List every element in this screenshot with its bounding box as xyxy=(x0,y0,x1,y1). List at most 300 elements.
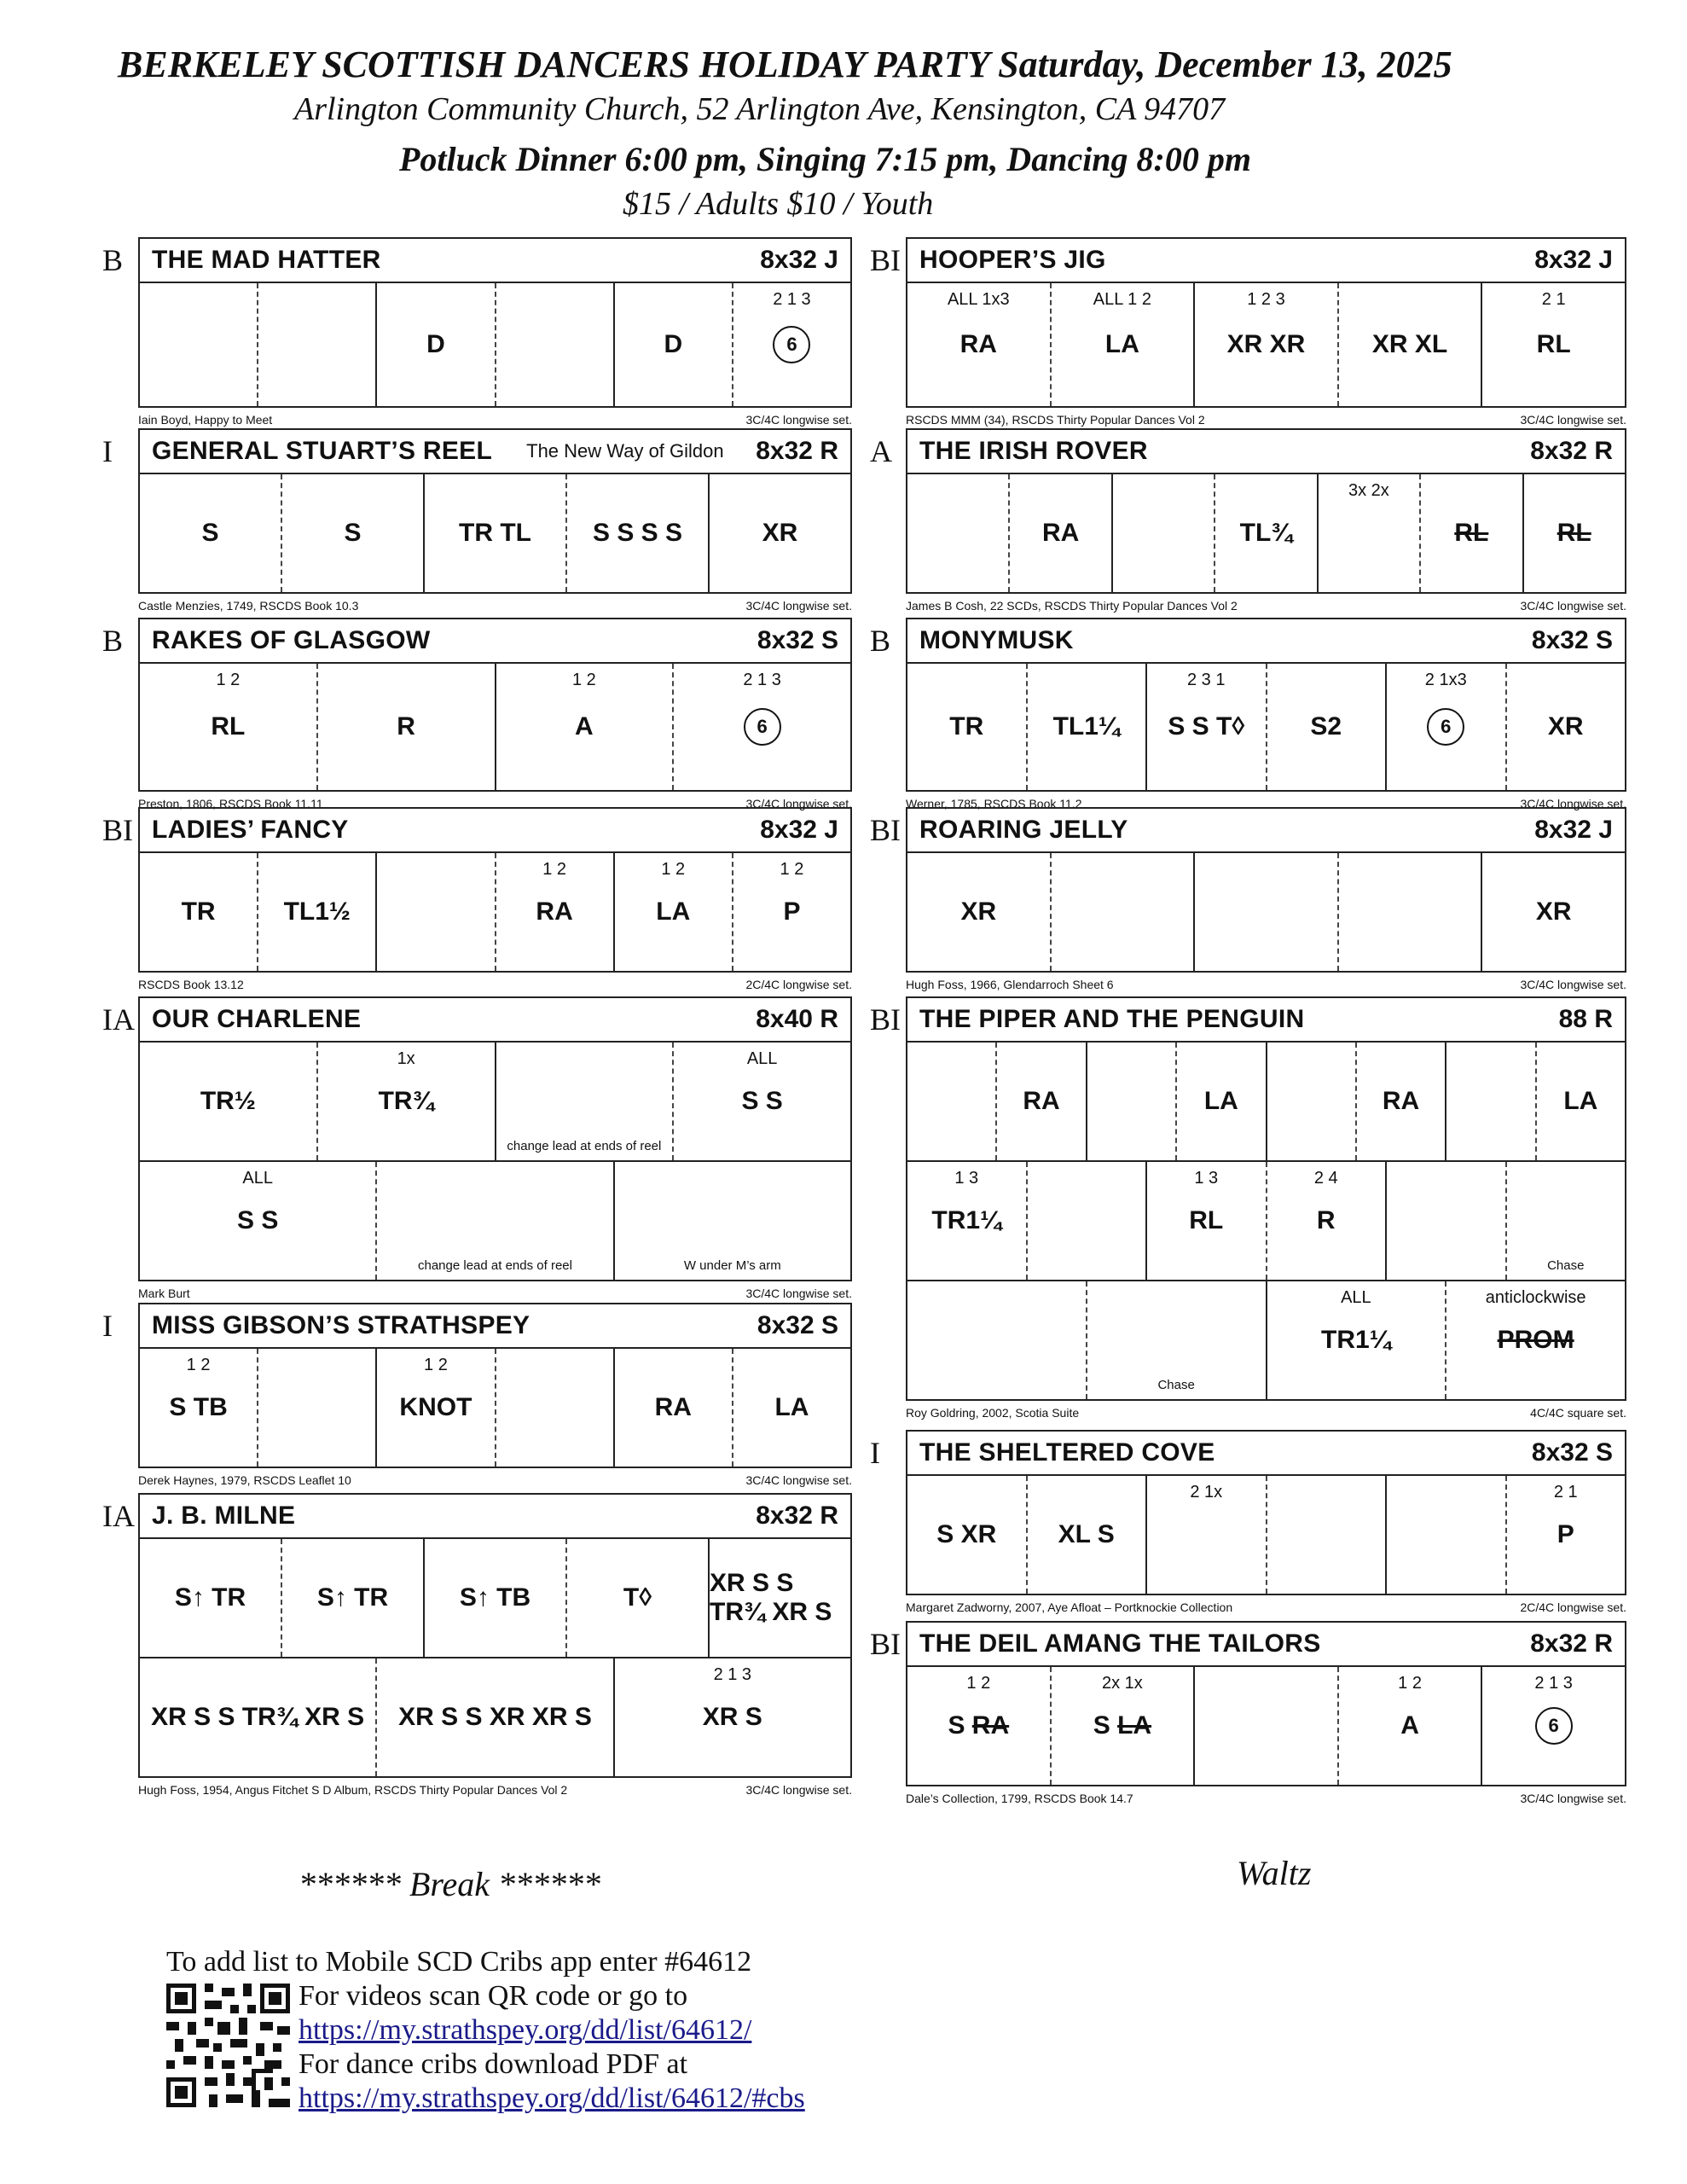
dance-source: James B Cosh, 22 SCDs, RSCDS Thirty Popular Dances Vol 2 xyxy=(906,599,1238,613)
dance-bar-cell xyxy=(733,1349,850,1467)
cell-figure: XR S S TR¾ XR S xyxy=(151,1703,365,1731)
dance-bar-cell xyxy=(377,853,496,971)
cell-figure: S2 xyxy=(1310,712,1342,741)
dance-set-type: 2C/4C longwise set. xyxy=(1520,1600,1626,1614)
event-location: Arlington Community Church, 52 Arlington Ave, Kensington, CA 94707 xyxy=(294,91,1226,127)
dance-bar-cell xyxy=(907,283,1052,406)
cell-figure: RA xyxy=(1382,1087,1420,1115)
cell-top-note: 2x 1x xyxy=(1101,1674,1143,1693)
dance-source: RSCDS Book 13.12 xyxy=(138,978,244,991)
dance-form: 8x32 R xyxy=(1530,1629,1613,1658)
dance-bar-cell xyxy=(907,664,1028,790)
event-schedule: Potluck Dinner 6:00 pm, Singing 7:15 pm, Dancing 8:00 pm xyxy=(399,140,1251,178)
dance-bar-cell xyxy=(615,853,733,971)
cell-figure: P xyxy=(1557,1520,1574,1548)
cell-figure: S LA xyxy=(1093,1711,1152,1740)
cell-figure: S S xyxy=(741,1087,783,1115)
dance-bar-cell xyxy=(1482,283,1625,406)
dance-source: Iain Boyd, Happy to Meet xyxy=(138,413,273,427)
cell-top-note: 1 2 xyxy=(661,860,686,879)
dance-bar-cell xyxy=(258,853,377,971)
dance-level: BI xyxy=(870,1627,901,1661)
cell-top-note: 1 2 xyxy=(424,1356,448,1374)
dance-bar-cell xyxy=(710,1539,850,1657)
cell-figure: TL1¼ xyxy=(1052,712,1120,741)
cell-figure: RA xyxy=(959,330,997,358)
dance-bar-cell xyxy=(1421,474,1523,592)
cell-figure: S S S S xyxy=(592,519,683,547)
dance-bar-cell xyxy=(1267,1043,1357,1160)
cell-top-note: 1 3 xyxy=(1194,1169,1219,1188)
dance-bar-cell xyxy=(907,1476,1028,1594)
cell-figure: XR xyxy=(1547,712,1584,741)
dance-bar-cell xyxy=(615,1658,850,1776)
dance-bar-cell xyxy=(1446,1043,1536,1160)
cell-top-note: 2 4 xyxy=(1313,1169,1338,1188)
cell-figure: RL xyxy=(1536,330,1571,358)
dance-bars-row xyxy=(906,474,1626,594)
cell-figure: T◊ xyxy=(623,1583,652,1612)
cell-figure: XR xyxy=(1535,897,1572,926)
dance-bar-cell xyxy=(1052,1667,1196,1785)
cell-top-note: 2 1 3 xyxy=(743,671,781,689)
dance-level: I xyxy=(870,1436,880,1470)
dance-source: Hugh Foss, 1966, Glendarroch Sheet 6 xyxy=(906,978,1114,991)
cell-figure: TL¾ xyxy=(1239,519,1293,547)
dance-bar-cell xyxy=(710,474,850,592)
dance-set-type: 3C/4C longwise set. xyxy=(745,1287,852,1300)
dance-title-bar xyxy=(138,237,852,283)
cell-figure: S xyxy=(344,519,362,547)
cell-figure: XR XL xyxy=(1371,330,1448,358)
dance-set-type: 3C/4C longwise set. xyxy=(745,1783,852,1797)
dance-bar-cell xyxy=(140,1658,377,1776)
dance-bar-cell xyxy=(1010,474,1112,592)
six-hands-round-icon: 6 xyxy=(1427,708,1464,746)
dance-bars-row xyxy=(138,283,852,408)
dance-bar-cell xyxy=(1507,1162,1626,1280)
cell-figure: TR½ xyxy=(200,1087,256,1115)
dance-form: 8x32 S xyxy=(1531,626,1613,654)
dance-form: 8x32 J xyxy=(760,246,838,274)
cell-figure: TR xyxy=(949,712,984,741)
dance-source: Derek Haynes, 1979, RSCDS Leaflet 10 xyxy=(138,1473,351,1487)
dance-bar-cell xyxy=(1387,1476,1507,1594)
dance-bars-row xyxy=(138,853,852,973)
cell-top-note: 1 2 xyxy=(780,860,804,879)
cell-top-note: 1 2 3 xyxy=(1247,290,1285,309)
dance-bars-row xyxy=(906,283,1626,408)
dance-title-bar xyxy=(906,428,1626,474)
cell-figure: S RA xyxy=(948,1711,1010,1740)
dance-name: GENERAL STUART’S REEL xyxy=(152,437,493,465)
dance-bar-cell xyxy=(1482,1667,1625,1785)
dance-title-bar xyxy=(138,996,852,1043)
cell-figure: TR xyxy=(181,897,216,926)
dance-bar-cell xyxy=(1537,1043,1625,1160)
dance-bar-cell xyxy=(1387,664,1507,790)
dance-bar-cell xyxy=(1052,283,1196,406)
cell-top-note: 2 1x xyxy=(1190,1483,1223,1502)
dance-name: THE MAD HATTER xyxy=(152,246,381,274)
cell-top-note: 2 1 3 xyxy=(1534,1674,1573,1693)
dance-name: THE DEIL AMANG THE TAILORS xyxy=(919,1629,1321,1658)
dance-bar-cell xyxy=(377,1162,614,1280)
dance-bar-cell xyxy=(1446,1281,1625,1399)
dance-bar-cell xyxy=(1195,1667,1339,1785)
dance-bars-row xyxy=(138,1162,852,1281)
dance-source: Preston, 1806, RSCDS Book 11.11 xyxy=(138,797,323,810)
cell-figure: XL S xyxy=(1058,1520,1115,1548)
dance-bar-cell xyxy=(140,1349,258,1467)
dance-level: B xyxy=(102,243,124,277)
dance-title-bar xyxy=(906,618,1626,664)
cell-figure: LA xyxy=(1203,1087,1238,1115)
dance-name: RAKES OF GLASGOW xyxy=(152,626,431,654)
dance-bars-row xyxy=(906,1667,1626,1786)
cell-figure: LA xyxy=(1563,1087,1598,1115)
dance-title-bar xyxy=(906,1430,1626,1476)
dance-bar-cell xyxy=(907,474,1010,592)
dance-bar-cell xyxy=(140,853,258,971)
dance-form: 8x40 R xyxy=(756,1005,838,1033)
dance-bar-cell xyxy=(1339,1667,1483,1785)
cell-figure: TR TL xyxy=(459,519,531,547)
dance-bar-cell xyxy=(1267,1476,1388,1594)
dance-title-bar xyxy=(138,807,852,853)
cell-figure: LA xyxy=(774,1393,809,1421)
dance-form: 8x32 S xyxy=(757,626,838,654)
cell-figure: TR1¼ xyxy=(1321,1326,1391,1354)
cell-note: change lead at ends of reel xyxy=(507,1139,662,1153)
cell-figure: RA xyxy=(654,1393,692,1421)
dance-set-type: 3C/4C longwise set. xyxy=(745,413,852,427)
dance-set-type: 3C/4C longwise set. xyxy=(1520,978,1626,991)
waltz-marker: Waltz xyxy=(1237,1854,1312,1892)
cell-top-note: ALL xyxy=(746,1049,778,1068)
six-hands-round-icon: 6 xyxy=(773,326,810,363)
cell-figure: XR xyxy=(960,897,997,926)
dance-bar-cell xyxy=(1177,1043,1267,1160)
dance-bar-cell xyxy=(907,1043,997,1160)
cell-top-note: 1 2 xyxy=(571,671,596,689)
cell-figure: XR XR xyxy=(1226,330,1306,358)
cell-figure: TL1½ xyxy=(283,897,351,926)
dance-title-bar xyxy=(138,1303,852,1349)
dance-level: IA xyxy=(102,1002,135,1037)
cell-figure: S TB xyxy=(169,1393,228,1421)
cell-figure: XR S xyxy=(702,1703,762,1731)
dance-bar-cell xyxy=(318,1043,496,1160)
dance-set-type: 2C/4C longwise set. xyxy=(745,978,852,991)
cell-top-note: 2 1 3 xyxy=(773,290,811,309)
cell-figure: S xyxy=(201,519,219,547)
dance-source: Hugh Foss, 1954, Angus Fitchet S D Album, RSCDS Thirty Popular Dances Vol 2 xyxy=(138,1783,568,1797)
dance-set-type: 3C/4C longwise set. xyxy=(1520,599,1626,613)
dance-set-type: 3C/4C longwise set. xyxy=(745,1473,852,1487)
cell-figure: A xyxy=(1400,1711,1419,1740)
cell-figure: S↑ TR xyxy=(316,1583,389,1612)
dance-bars-row xyxy=(906,1476,1626,1595)
dance-bar-cell xyxy=(377,1349,496,1467)
dance-bar-cell xyxy=(496,283,615,406)
dance-bar-cell xyxy=(733,853,850,971)
dance-bar-cell xyxy=(674,664,850,790)
dance-name: HOOPER’S JIG xyxy=(919,246,1106,274)
dance-bars-row xyxy=(138,1658,852,1778)
cell-figure: RL xyxy=(1454,519,1489,547)
dance-bars-row xyxy=(138,1349,852,1468)
dance-bar-cell xyxy=(1387,1162,1507,1280)
dance-title-bar xyxy=(906,1621,1626,1667)
app-instructions: To add list to Mobile SCD Cribs app enter #64612 xyxy=(166,1946,752,1978)
dance-bar-cell xyxy=(377,1658,614,1776)
dance-bar-cell xyxy=(1195,853,1339,971)
cell-top-note: 2 1 xyxy=(1553,1483,1578,1502)
dance-bar-cell xyxy=(282,1539,425,1657)
dance-bar-cell xyxy=(615,1349,733,1467)
dance-bar-cell xyxy=(1267,664,1388,790)
dance-bar-cell xyxy=(1147,1162,1267,1280)
dance-bar-cell xyxy=(733,283,850,406)
cell-figure: D xyxy=(664,330,683,358)
cell-figure: XR S S XR XR S xyxy=(398,1703,592,1731)
dance-level: A xyxy=(870,434,892,468)
cell-top-note: ALL 1 2 xyxy=(1093,290,1151,309)
cell-top-note: ALL 1x3 xyxy=(947,290,1010,309)
dance-bar-cell xyxy=(496,1349,615,1467)
dance-bar-cell xyxy=(318,664,496,790)
dance-bar-cell xyxy=(1028,664,1148,790)
dance-source: Dale’s Collection, 1799, RSCDS Book 14.7 xyxy=(906,1792,1133,1805)
cell-top-note: 1 3 xyxy=(954,1169,979,1188)
dance-bars-row xyxy=(906,1043,1626,1162)
cell-top-note: 2 1 xyxy=(1541,290,1566,309)
cell-top-note: 1 2 xyxy=(542,860,566,879)
dance-form: 8x32 J xyxy=(760,816,838,844)
dance-bar-cell xyxy=(567,1539,710,1657)
dance-bars-row xyxy=(906,1281,1626,1401)
dance-bars-row xyxy=(906,1162,1626,1281)
break-marker: ****** Break ****** xyxy=(299,1865,601,1903)
dance-bar-cell xyxy=(258,283,377,406)
dance-bars-row xyxy=(138,474,852,594)
dance-name: J. B. MILNE xyxy=(152,1502,296,1530)
dance-bar-cell xyxy=(140,1539,282,1657)
dance-form: 8x32 S xyxy=(1531,1438,1613,1467)
cell-note: change lead at ends of reel xyxy=(418,1258,572,1273)
cell-figure: TR1¼ xyxy=(931,1206,1002,1234)
cell-note: W under M’s arm xyxy=(683,1258,781,1273)
dance-name: THE PIPER AND THE PENGUIN xyxy=(919,1005,1305,1033)
dance-bars-row xyxy=(906,853,1626,973)
cell-top-note: 1x xyxy=(397,1049,415,1068)
cell-figure: S↑ TB xyxy=(459,1583,531,1612)
cell-figure: LA xyxy=(1104,330,1139,358)
dance-bars-row xyxy=(138,1539,852,1658)
dance-title-bar xyxy=(138,428,852,474)
cell-figure: R xyxy=(397,712,415,741)
dance-source: Mark Burt xyxy=(138,1287,190,1300)
crib-pdf-link[interactable]: https://my.strathspey.org/dd/list/64612/#cbs xyxy=(299,2082,805,2114)
dance-bar-cell xyxy=(425,1539,567,1657)
dance-form: 8x32 J xyxy=(1534,246,1613,274)
dance-bar-cell xyxy=(907,1162,1028,1280)
dance-bar-cell xyxy=(1339,853,1483,971)
dance-set-type: 3C/4C longwise set. xyxy=(745,599,852,613)
dance-form: 8x32 R xyxy=(1530,437,1613,465)
cell-figure: KNOT xyxy=(399,1393,472,1421)
dance-bar-cell xyxy=(1147,664,1267,790)
dance-name: MONYMUSK xyxy=(919,626,1074,654)
six-hands-round-icon: 6 xyxy=(1535,1707,1573,1745)
dance-alt-name: The New Way of Gildon xyxy=(526,440,724,462)
cell-top-note: 2 1 3 xyxy=(713,1665,752,1684)
dance-level: B xyxy=(870,624,891,658)
cell-top-note: 3x 2x xyxy=(1348,481,1389,500)
dance-bars-row xyxy=(138,1043,852,1162)
dance-title-bar xyxy=(906,237,1626,283)
dance-bar-cell xyxy=(1507,1476,1626,1594)
cell-figure: RA xyxy=(1023,1087,1060,1115)
event-title: BERKELEY SCOTTISH DANCERS HOLIDAY PARTY Saturday, December 13, 2025 xyxy=(118,44,1452,85)
cell-figure: TR¾ xyxy=(378,1087,434,1115)
dance-bar-cell xyxy=(1215,474,1318,592)
dance-bar-cell xyxy=(140,664,318,790)
dance-level: BI xyxy=(870,1002,901,1037)
dance-name: THE SHELTERED COVE xyxy=(919,1438,1215,1467)
cell-figure: S XR xyxy=(936,1520,997,1548)
dance-name: MISS GIBSON’S STRATHSPEY xyxy=(152,1311,530,1339)
cell-note: Chase xyxy=(1157,1378,1195,1392)
cell-figure: PROM xyxy=(1497,1326,1574,1354)
cell-note: Chase xyxy=(1547,1258,1585,1273)
dance-name: LADIES’ FANCY xyxy=(152,816,349,844)
dance-bar-cell xyxy=(1267,1281,1447,1399)
cell-figure: P xyxy=(783,897,801,926)
cell-top-note: anticlockwise xyxy=(1485,1288,1586,1307)
cell-figure: RL xyxy=(1189,1206,1224,1234)
video-instructions: For videos scan QR code or go to xyxy=(299,1980,688,2012)
six-hands-round-icon: 6 xyxy=(744,708,781,746)
cell-figure: LA xyxy=(656,897,691,926)
dance-level: BI xyxy=(870,813,901,847)
dance-bar-cell xyxy=(615,1162,850,1280)
dance-bar-cell xyxy=(907,853,1052,971)
dance-bar-cell xyxy=(496,853,615,971)
dance-set-type: 3C/4C longwise set. xyxy=(1520,797,1626,810)
dance-bar-cell xyxy=(907,1667,1052,1785)
cell-top-note: 1 2 xyxy=(216,671,241,689)
dance-bar-cell xyxy=(1357,1043,1446,1160)
dance-bar-cell xyxy=(496,1043,675,1160)
cell-figure: XR S S TR¾ XR S xyxy=(710,1569,832,1626)
event-prices: $15 / Adults $10 / Youth xyxy=(623,186,934,222)
dance-bars-row xyxy=(138,664,852,792)
dance-set-type: 4C/4C square set. xyxy=(1530,1406,1626,1420)
dance-set-type: 3C/4C longwise set. xyxy=(745,797,852,810)
cell-figure: RA xyxy=(1041,519,1080,547)
cell-figure: XR xyxy=(762,519,798,547)
dance-title-bar xyxy=(906,807,1626,853)
cell-figure: RL xyxy=(211,712,246,741)
footer xyxy=(166,1945,805,2116)
cell-top-note: 1 2 xyxy=(186,1356,211,1374)
dance-source: Werner, 1785, RSCDS Book 11.2 xyxy=(906,797,1082,810)
cell-figure: R xyxy=(1316,1206,1336,1234)
dance-bar-cell xyxy=(1147,1476,1267,1594)
dance-set-type: 3C/4C longwise set. xyxy=(1520,1792,1626,1805)
dance-name: THE IRISH ROVER xyxy=(919,437,1148,465)
dance-bar-cell xyxy=(1052,853,1196,971)
dance-title-bar xyxy=(138,1493,852,1539)
dance-bar-cell xyxy=(140,1043,318,1160)
crib-instructions: For dance cribs download PDF at xyxy=(299,2048,688,2080)
dance-bar-cell xyxy=(1482,853,1625,971)
dance-form: 8x32 S xyxy=(757,1311,838,1339)
dance-bar-cell xyxy=(496,664,675,790)
dance-form: 8x32 R xyxy=(756,1502,838,1530)
dance-bar-cell xyxy=(567,474,710,592)
video-list-link[interactable]: https://my.strathspey.org/dd/list/64612/ xyxy=(299,2014,752,2046)
dance-title-bar xyxy=(906,996,1626,1043)
dance-bar-cell xyxy=(1339,283,1483,406)
cell-figure: S S xyxy=(236,1206,279,1234)
dance-level: IA xyxy=(102,1499,135,1533)
dance-name: OUR CHARLENE xyxy=(152,1005,362,1033)
cell-top-note: 2 3 1 xyxy=(1187,671,1226,689)
cell-figure: RA xyxy=(536,897,573,926)
dance-bar-cell xyxy=(1195,283,1339,406)
dance-bar-cell xyxy=(258,1349,377,1467)
dance-source: RSCDS MMM (34), RSCDS Thirty Popular Dances Vol 2 xyxy=(906,413,1205,427)
dance-bar-cell xyxy=(282,474,425,592)
dance-level: I xyxy=(102,434,113,468)
dance-bar-cell xyxy=(425,474,567,592)
dance-bar-cell xyxy=(1087,1043,1177,1160)
dance-form: 8x32 R xyxy=(756,437,838,465)
dance-source: Castle Menzies, 1749, RSCDS Book 10.3 xyxy=(138,599,359,613)
dance-level: BI xyxy=(102,813,133,847)
dance-bar-cell xyxy=(1267,1162,1388,1280)
dance-bar-cell xyxy=(1524,474,1625,592)
dance-form: 88 R xyxy=(1558,1005,1613,1033)
cell-top-note: 1 2 xyxy=(1398,1674,1422,1693)
dance-bar-cell xyxy=(140,1162,377,1280)
dance-source: Roy Goldring, 2002, Scotia Suite xyxy=(906,1406,1080,1420)
dance-bar-cell xyxy=(907,1281,1087,1399)
cell-top-note: ALL xyxy=(1341,1288,1371,1307)
dance-bar-cell xyxy=(1028,1476,1148,1594)
dance-bar-cell xyxy=(674,1043,850,1160)
dance-level: I xyxy=(102,1309,113,1343)
dance-level: B xyxy=(102,624,124,658)
cell-top-note: 2 1x3 xyxy=(1424,671,1467,689)
dance-bar-cell xyxy=(615,283,733,406)
dance-bar-cell xyxy=(377,283,496,406)
dance-bars-row xyxy=(906,664,1626,792)
dance-bar-cell xyxy=(1507,664,1626,790)
cell-figure: D xyxy=(426,330,445,358)
dance-bar-cell xyxy=(997,1043,1087,1160)
dance-bar-cell xyxy=(140,283,258,406)
cell-figure: S S T◊ xyxy=(1168,712,1245,741)
dance-bar-cell xyxy=(1113,474,1215,592)
cell-figure: S↑ TR xyxy=(174,1583,246,1612)
dance-bar-cell xyxy=(1087,1281,1267,1399)
cell-top-note: 1 2 xyxy=(966,1674,991,1693)
dance-title-bar xyxy=(138,618,852,664)
